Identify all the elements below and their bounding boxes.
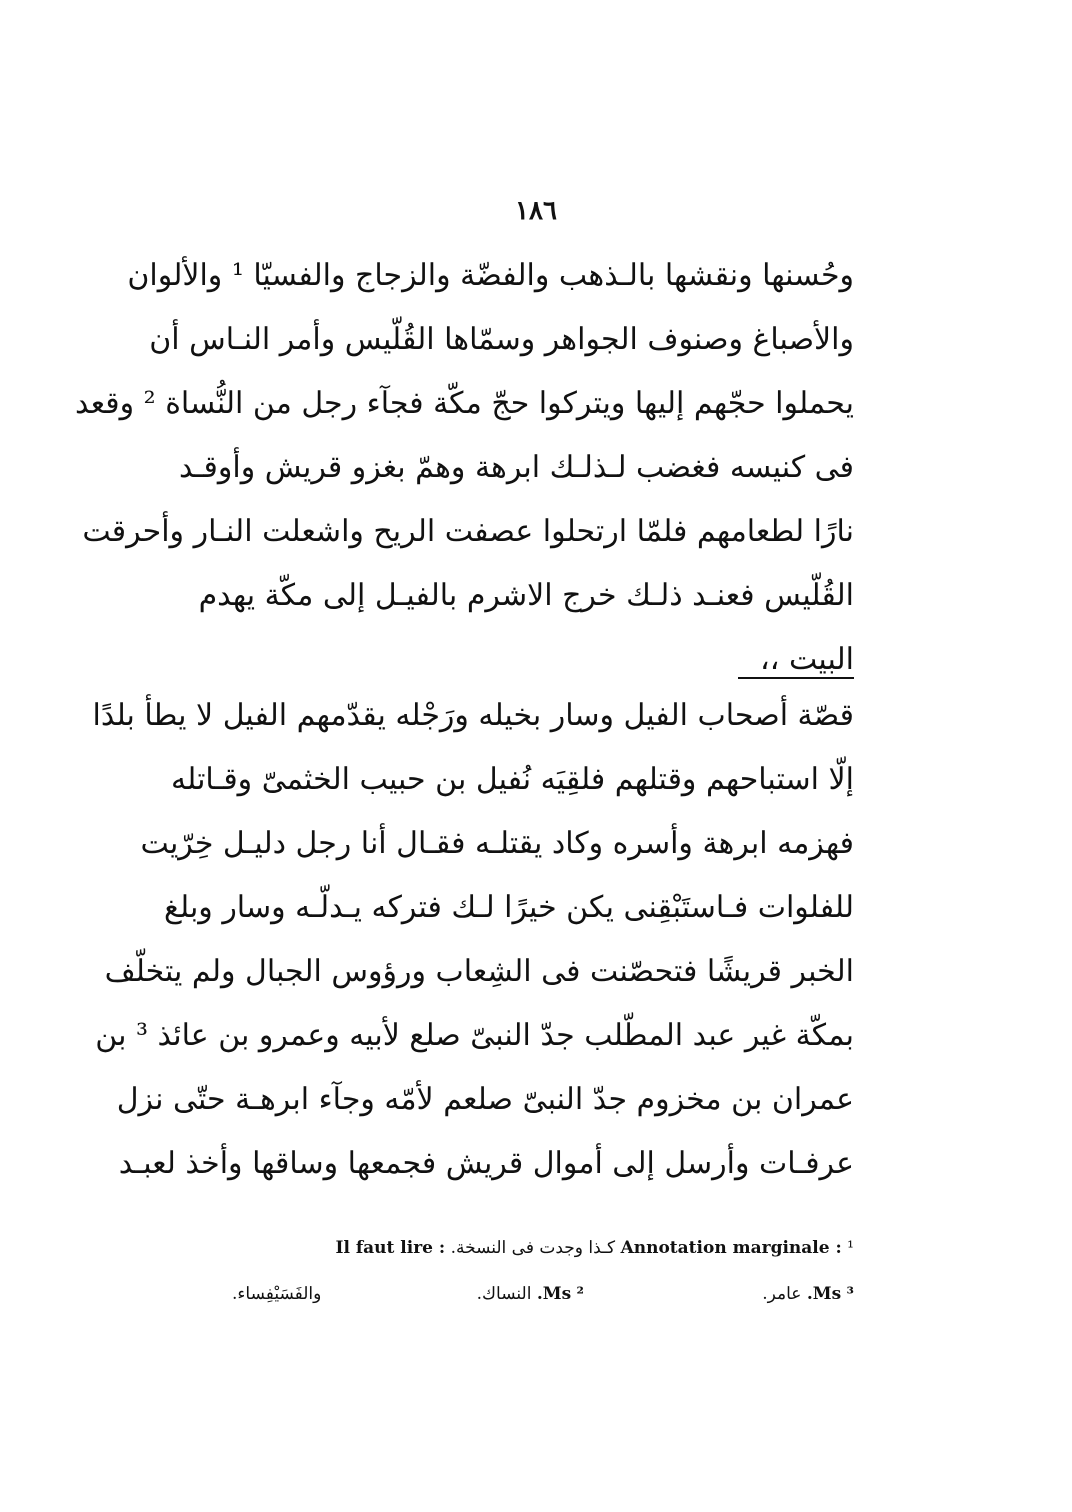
paragraph-2: [92, 684, 854, 1196]
text-line: البيت ،،: [760, 642, 854, 677]
text-line: فهزمه ابرهة وأسره وكاد يقتلـه فقـال أنا رجل دليـل خِرّيت: [140, 826, 854, 861]
footnote-marker: ¹: [847, 1238, 854, 1258]
footnote-2-ms: Ms.: [536, 1284, 572, 1304]
section-separator: [738, 677, 854, 679]
footnote-1-reading: والفَسَيْفِساء.: [232, 1284, 322, 1304]
footnote-2-reading: النساك.: [476, 1284, 532, 1304]
text-line: قصّة أصحاب الفيل وسار بخيله ورَجْله يقدّمهم الفيل لا يطأ بلدًا: [92, 698, 854, 733]
footnote-1-prefix: Annotation marginale :: [620, 1238, 842, 1258]
footnote-1: [232, 1232, 854, 1264]
footnote-marker: ³: [846, 1284, 854, 1304]
footnote-3-reading: عامر.: [762, 1284, 802, 1304]
footnote-3: [762, 1284, 854, 1304]
text-line: وحُسنها ونقشها بالـذهب والفضّة والزجاج والفسيّا ¹ والألوان: [127, 258, 854, 293]
footnote-1-suffix: Il faut lire :: [335, 1238, 446, 1258]
page-number: ١٨٦: [515, 196, 557, 226]
footnotes: [232, 1232, 854, 1324]
footnote-marker: ²: [576, 1284, 584, 1304]
text-line: والأصباغ وصنوف الجواهر وسمّاها القُلّيس وأمر النـاس أن: [149, 322, 854, 357]
text-line: إلّا استباحهم وقتلهم فلقِيَه نُفيل بن حبيب الخثمىّ وقـاتله: [171, 762, 854, 797]
text-line: عمران بن مخزوم جدّ النبىّ صلعم لأمّه وجآء ابرهـة حتّى نزل: [116, 1082, 854, 1117]
text-line: للفلوات فـاستَبْقِنى يكن خيرًا لـك فتركه يـدلّـه وسار وبلغ: [164, 890, 854, 925]
text-line: عرفـات وأرسل إلى أموال قريش فجمعها وساقها وأخذ لعبـد: [118, 1146, 854, 1181]
text-line: الخبر قريشًا فتحصّنت فى الشِعاب ورؤوس الجبال ولم يتخلّف: [104, 954, 854, 989]
text-line: نارًا لطعامهم فلمّا ارتحلوا عصفت الريح واشعلت النـار وأحرقت: [82, 514, 854, 549]
text-line: القُلّيس فعنـد ذلـك خرج الاشرم بالفيـل إلى مكّة يهدم: [198, 578, 854, 613]
footnote-row: [232, 1284, 854, 1324]
text-line: يحملوا حجّهم إليها ويتركوا حجّ مكّة فجآء رجل من النُّساة ² وقعد: [75, 386, 854, 421]
text-line: بمكّة غير عبد المطّلب جدّ النبىّ صلع لأبيه وعمرو بن عائذ ³ بن: [95, 1018, 854, 1053]
footnote-3-ms: Ms.: [806, 1284, 842, 1304]
paragraph-1: [75, 244, 854, 692]
text-line: فى كنيسه فغضب لـذلـك ابرهة وهمّ بغزو قريش وأوقـد: [179, 450, 854, 485]
footnote-2: [477, 1284, 584, 1304]
footnote-1-arabic: كـذا وجدت فى النسخة.: [450, 1238, 616, 1258]
